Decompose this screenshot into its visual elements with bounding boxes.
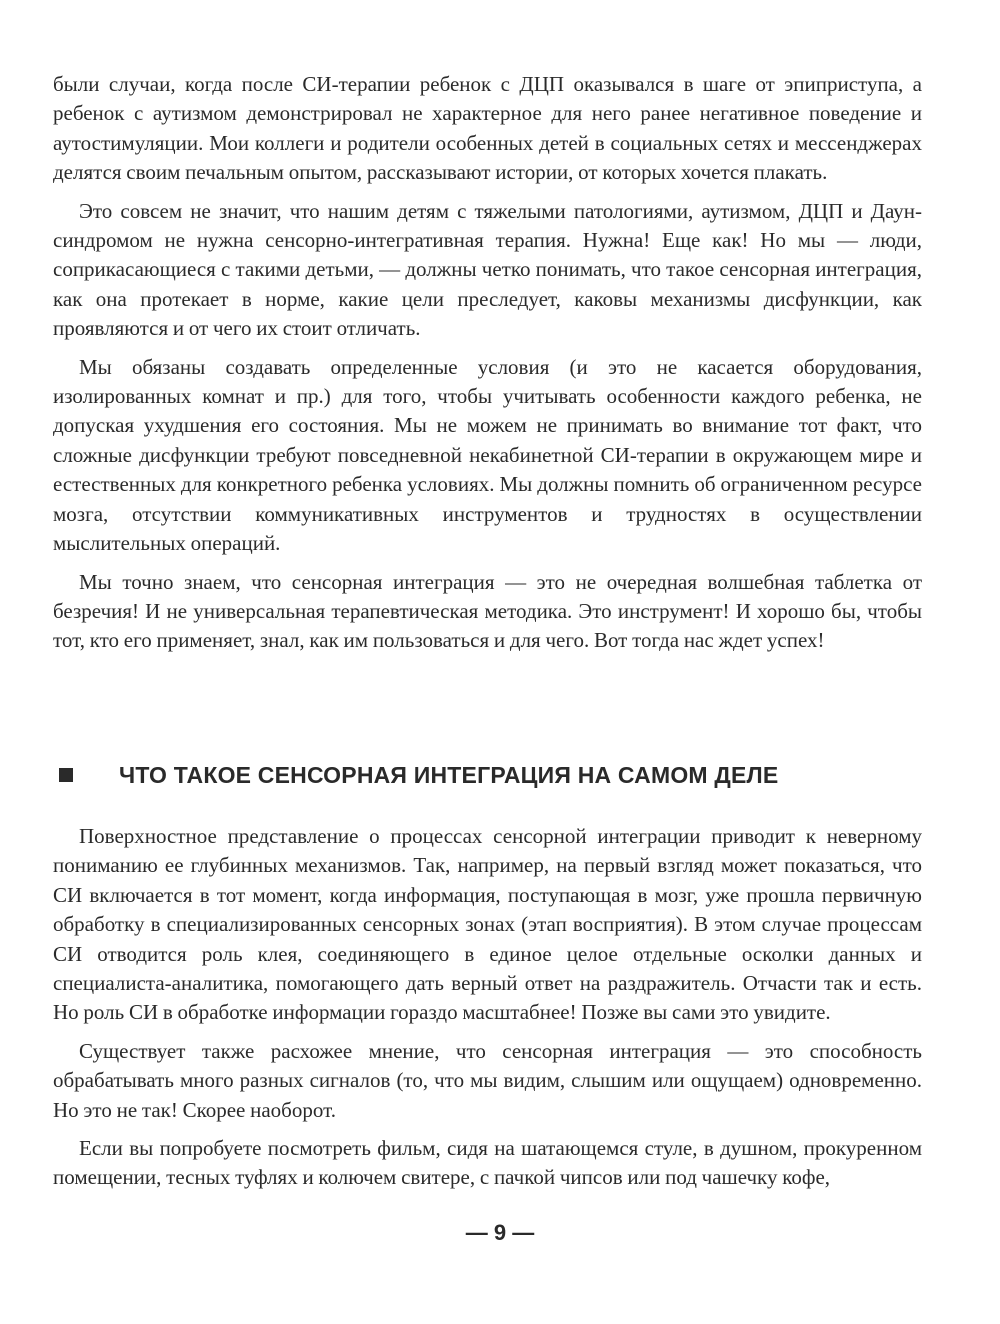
paragraph-5: Поверхностное представление о процессах сенсорной интеграции приводит к неверному пониманию ее глубинных механизмов. Так, например, на первый взгляд может показаться, что СИ включается в тот момент, когда информация, поступающая в мозг, уже прошла первичную обработку в специализированных сенсорных зонах (этап восприятия). В этом случае процессам СИ отводится роль клея, соединяющего в единое целое отдельные осколки данных и специалиста-аналитика, помогающего дать верный ответ на раздражитель. Отчасти так и есть. Но роль СИ в обработке информации гораздо масштабнее! Позже вы сами это увидите. [53, 824, 922, 1025]
section-heading [53, 758, 922, 798]
square-bullet-icon [59, 768, 73, 782]
text-block-top [53, 70, 922, 665]
paragraph-6: Существует также расхожее мнение, что сенсорная интеграция — это способность обрабатывать много разных сигналов (то, что мы видим, слышим или ощущаем) одновременно. Но это не так! Скорее наоборот. [53, 1038, 922, 1122]
paragraph-2: Это совсем не значит, что нашим детям с тяжелыми патологиями, аутизмом, ДЦП и Даун-синдромом не нужна сенсорно-интегративная терапия. Нужна! Еще как! Но мы — люди, соприкасающиеся с такими детьми, — должны четко понимать, что такое сенсорная интеграция, как она протекает в норме, какие цели преследует, каковы механизмы дисфункции, как проявляются и от чего их стоит отличать. [53, 198, 922, 341]
paragraph-3: Мы обязаны создавать определенные условия (и это не касается оборудования, изолированных комнат и пр.) для того, чтобы учитывать особенности каждого ребенка, не допуская ухудшения его состояния. Мы не можем не принимать во внимание тот факт, что сложные дисфункции требуют повседневной некабинетной СИ-терапии в окружающем мире и естественных для конкретного ребенка условиях. Мы должны помнить об ограниченном ресурсе мозга, отсутствии коммуникативных инструментов и трудностях в осуществлении мыслительных операций. [53, 354, 922, 556]
section-title: ЧТО ТАКОЕ СЕНСОРНАЯ ИНТЕГРАЦИЯ НА САМОМ ДЕЛЕ [119, 762, 779, 788]
paragraph-1: были случаи, когда после СИ-терапии ребенок с ДЦП оказывался в шаге от эпиприступа, а ребенок с аутизмом демонстрировал не характерное для него ранее негативное поведение и аутостимуляции. Мои коллеги и родители особенных детей в социальных сетях и мессенджерах делятся своим печальным опытом, рассказывают истории, от которых хочется плакать. [53, 72, 922, 185]
paragraph-7: Если вы попробуете посмотреть фильм, сидя на шатающемся стуле, в душном, прокуренном помещении, тесных туфлях и колючем свитере, с пачкой чипсов или под чашечку кофе, [53, 1136, 922, 1190]
paragraph-4: Мы точно знаем, что сенсорная интеграция — это не очередная волшебная таблетка от безречия! И не универсальная терапевтическая методика. Это инструмент! И хорошо бы, чтобы тот, кто его применяет, знал, как им пользоваться и для чего. Вот тогда нас ждет успех! [53, 569, 922, 653]
text-block-bottom [53, 822, 922, 1202]
page-number: — 9 — [465, 1220, 535, 1245]
